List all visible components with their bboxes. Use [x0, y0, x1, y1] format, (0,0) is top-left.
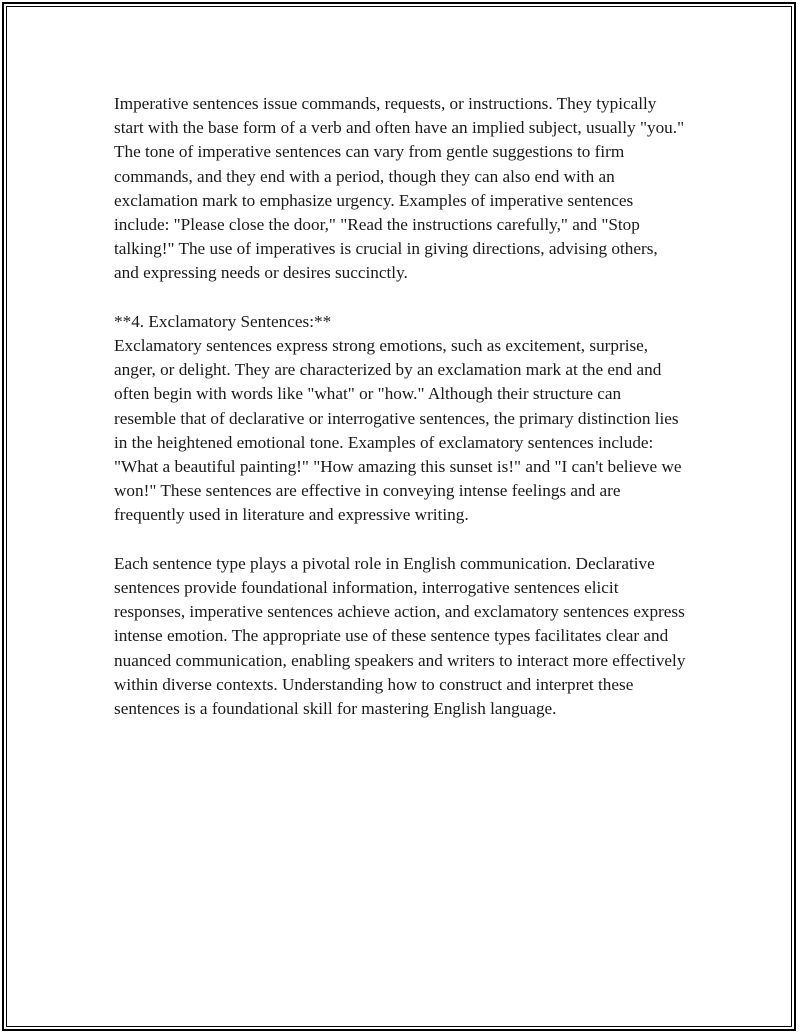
paragraph-exclamatory-text: Exclamatory sentences express strong emotions, such as excitement, surprise, anger, or delight. They are characterized by an exclamation mark at the end and often begin with words like "what" or "how." Although their structure can resemble that of declarative or interrogative sentences, the primary distinction lies in the heightened emotional tone. Examples of exclamatory sentences include: "What a beautiful painting!" "How amazing this sunset is!" and "I can't believe we won!" These sentences are effective in conveying intense feelings and are frequently used in literature and expressive writing.: [114, 336, 682, 525]
paragraph-conclusion-text: Each sentence type plays a pivotal role in English communication. Declarative sentences provide foundational information, interrogative sentences elicit responses, imperative sentences achieve action, and exclamatory sentences express intense emotion. The appropriate use of these sentence types facilitates clear and nuanced communication, enabling speakers and writers to interact more effectively within diverse contexts. Understanding how to construct and interpret these sentences is a foundational skill for mastering English language.: [114, 553, 686, 719]
paragraph-exclamatory: [114, 310, 686, 528]
document-body: [114, 92, 686, 745]
paragraph-conclusion: [114, 552, 686, 721]
section-heading-exclamatory: **4. Exclamatory Sentences:**: [114, 311, 332, 331]
paragraph-imperative-text: Imperative sentences issue commands, requests, or instructions. They typically start with the base form of a verb and often have an implied subject, usually "you." The tone of imperative sentences can vary from gentle suggestions to firm commands, and they end with a period, though they can also end with an exclamation mark to emphasize urgency. Examples of imperative sentences include: "Please close the door," "Read the instructions carefully," and "Stop talking!" The use of imperatives is crucial in giving directions, advising others, and expressing needs or desires succinctly.: [114, 94, 685, 283]
paragraph-imperative: [114, 92, 686, 286]
